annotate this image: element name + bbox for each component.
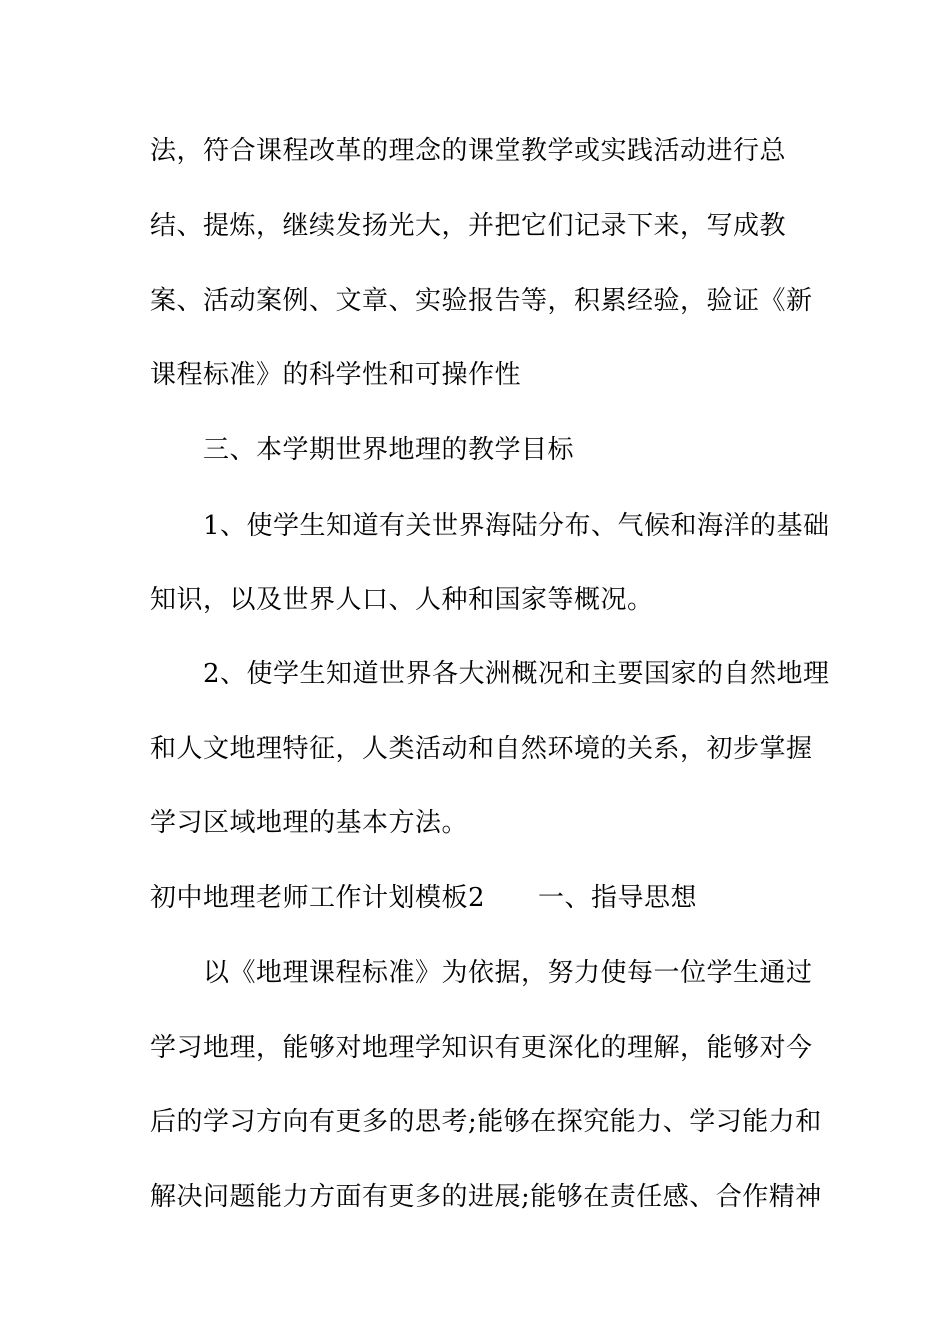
body-text-line: 法，符合课程改革的理念的课堂教学或实践活动进行总 <box>150 136 787 166</box>
body-text-line: 案、活动案例、文章、实验报告等，积累经验，验证《新 <box>150 286 813 316</box>
plan-title-line: 初中地理老师工作计划模板2 一、指导思想 <box>150 883 698 913</box>
body-text-line: 课程标准》的科学性和可操作性 <box>150 360 522 390</box>
body-text-line: 和人文地理特征，人类活动和自然环境的关系，初步掌握 <box>150 734 813 764</box>
body-text-line: 学习地理，能够对地理学知识有更深化的理解，能够对今 <box>150 1033 813 1063</box>
body-text-line: 后的学习方向有更多的思考;能够在探究能力、学习能力和 <box>150 1107 822 1137</box>
body-text-line: 1、使学生知道有关世界海陆分布、气候和海洋的基础 <box>203 511 830 541</box>
section-heading: 三、本学期世界地理的教学目标 <box>203 435 575 465</box>
body-text-line: 学习区域地理的基本方法。 <box>150 808 469 838</box>
body-text-line: 2、使学生知道世界各大洲概况和主要国家的自然地理 <box>203 659 830 689</box>
body-text-line: 结、提炼，继续发扬光大，并把它们记录下来，写成教 <box>150 211 787 241</box>
body-text-line: 知识，以及世界人口、人种和国家等概况。 <box>150 585 654 615</box>
body-text-line: 解决问题能力方面有更多的进展;能够在责任感、合作精神 <box>150 1182 822 1212</box>
body-text-line: 以《地理课程标准》为依据，努力使每一位学生通过 <box>203 958 813 988</box>
